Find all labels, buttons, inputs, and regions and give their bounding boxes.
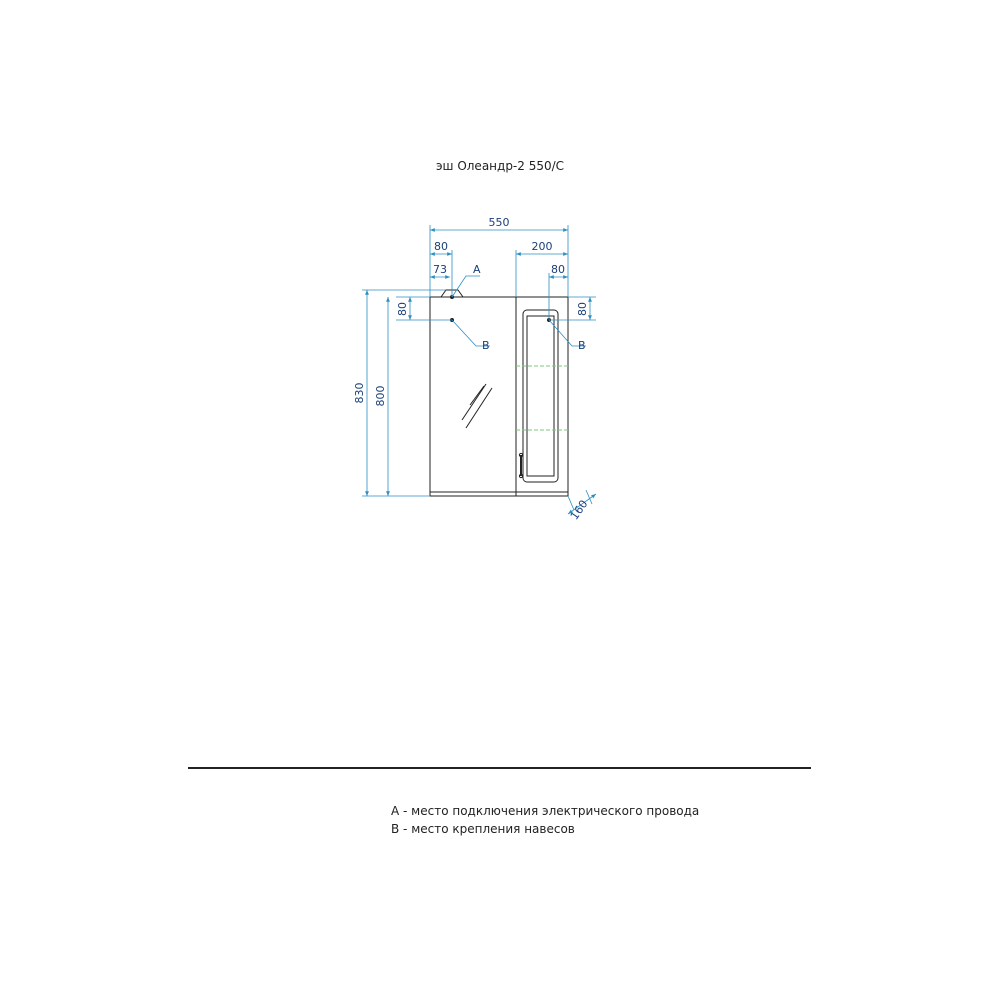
dim-right-vertical-offset: 80	[576, 302, 589, 316]
dim-left-vertical-offset: 80	[396, 302, 409, 316]
dim-overall-height: 830	[353, 382, 366, 404]
dim-right-door-width: 200	[531, 240, 553, 253]
marker-b-right-label: B	[578, 339, 586, 352]
drawing-title: эш Олеандр-2 550/С	[435, 159, 565, 173]
marker-a-label: A	[473, 263, 481, 276]
legend-line-a: A - место подключения электрического провода	[391, 804, 700, 818]
dim-depth: 160	[567, 497, 591, 523]
dim-overall-width: 550	[488, 216, 510, 229]
marker-b-left-label: B	[482, 339, 490, 352]
legend-line-b: B - место крепления навесов	[391, 822, 575, 836]
dim-left-offset-outer: 80	[434, 240, 448, 253]
hidden-shelves	[516, 366, 568, 430]
dim-body-height: 800	[374, 385, 387, 407]
dim-right-offset: 80	[551, 263, 565, 276]
dim-left-offset-inner: 73	[433, 263, 447, 276]
